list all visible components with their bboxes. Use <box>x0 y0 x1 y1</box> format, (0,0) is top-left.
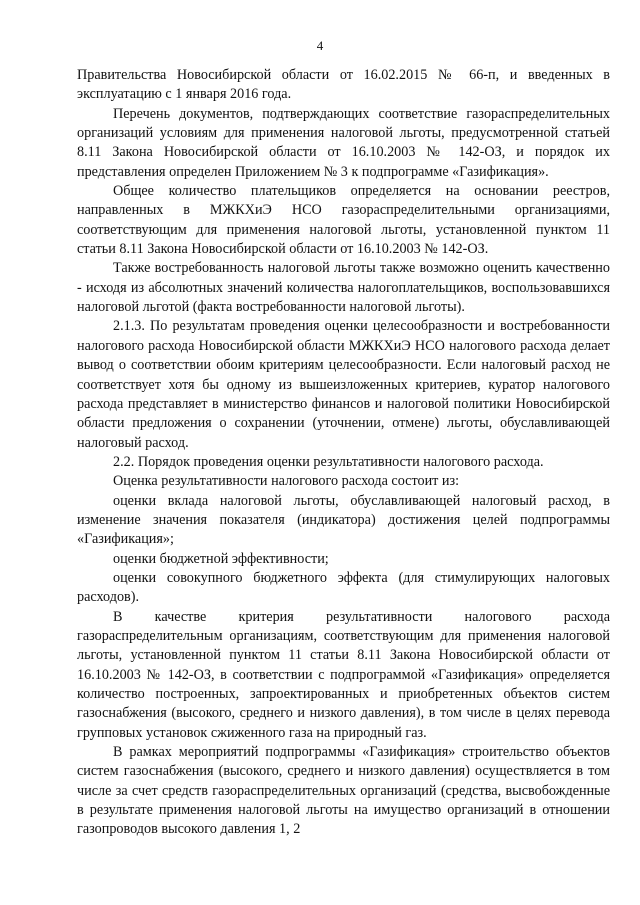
list-item: оценки вклада налоговой льготы, обуславливающей налоговый расход, в изменение значения показателя (индикатора) достижения целей подпрограммы «Газификация»; <box>77 492 610 548</box>
document-body <box>77 66 610 840</box>
paragraph: Перечень документов, подтверждающих соответствие газораспределительных организаций условиям для применения налоговой льготы, предусмотренной статьей 8.11 Закона Новосибирской области от 16.10.2003 № 142-ОЗ, и порядок их представления определен Приложением № 3 к подпрограмме «Газификация». <box>77 105 610 180</box>
paragraph: Правительства Новосибирской области от 16.02.2015 № 66-п, и введенных в эксплуатацию с 1 января 2016 года. <box>77 67 610 103</box>
section-heading: 2.2. Порядок проведения оценки результативности налогового расхода. <box>113 453 544 470</box>
paragraph: Оценка результативности налогового расхода состоит из: <box>113 473 460 490</box>
paragraph: Общее количество плательщиков определяется на основании реестров, направленных в МЖКХиЭ НСО газораспределительными организациями, соответствующим для применения налоговой льготы, установленной пунктом 11 статьи 8.11 Закона Новосибирской области от 16.10.2003 № 142-ОЗ. <box>77 183 610 258</box>
paragraph: В качестве критерия результативности налогового расхода газораспределительным организациям, соответствующим для применения налоговой льготы, установленной пунктом 11 статьи 8.11 Закона Новосибирской области от 16.10.2003 № 142-ОЗ, в соответствии с подпрограммой «Газификация» определяется количество построенных, запроектированных и приобретенных объектов систем газоснабжения (высокого, среднего и низкого давления), в том числе в целях перевода групповых установок сжиженного газа на природный газ. <box>77 608 610 741</box>
page-number: 4 <box>316 38 324 53</box>
paragraph: Также востребованность налоговой льготы также возможно оценить качественно - исходя из абсолютных значений количества налогоплательщиков, воспользовавшихся налоговой льготой (факта востребованности налоговой льготы). <box>77 260 610 316</box>
list-item: оценки совокупного бюджетного эффекта (для стимулирующих налоговых расходов). <box>77 569 610 606</box>
paragraph: 2.1.3. По результатам проведения оценки целесообразности и востребованности налогового расхода Новосибирской области МЖКХиЭ НСО налогового расхода делает вывод о соответствии обоим критериям целесообразности. Если налоговый расход не соответствует хотя бы одному из вышеизложенных критериев, куратор налогового расхода представляет в министерство финансов и налоговой политики Новосибирской области предложения о сохранении (уточнении, отмене) льготы, обуславливающей налоговый расход. <box>77 318 610 451</box>
paragraph: В рамках мероприятий подпрограммы «Газификация» строительство объектов систем газоснабжения (высокого, среднего и низкого давления) осуществляется в том числе за счет средств газораспределительных организаций (средства, высвобожденные в результате применения налоговой льготы на имущество организаций в отношении газопроводов высокого давления 1, 2 <box>77 744 610 838</box>
list-item: оценки бюджетной эффективности; <box>113 550 329 567</box>
